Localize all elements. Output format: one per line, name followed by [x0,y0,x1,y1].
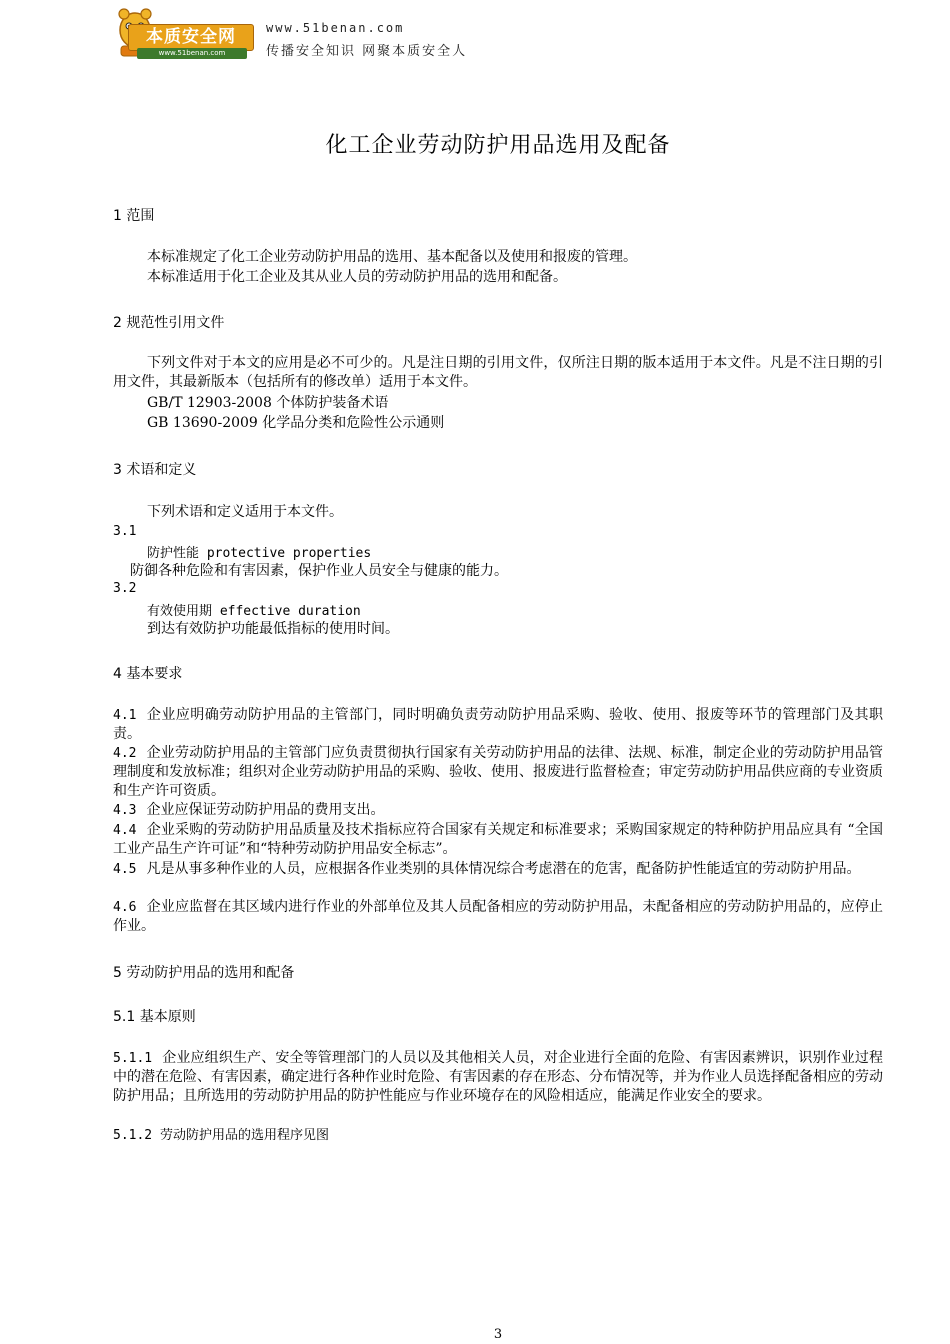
requirement-4-2 [113,744,883,801]
requirement-number: 4.4 [113,823,137,838]
requirement-text: 凡是从事多种作业的人员，应根据各作业类别的具体情况综合考虑潜在的危害，配备防护性能适宜的劳动防护用品。 [146,861,861,877]
reference-2: GB 13690-2009 化学品分类和危险性公示通则 [147,415,445,431]
section-1-heading: 1 范围 [113,208,155,224]
logo-url-text: www.51benan.com [137,48,247,59]
requirement-number: 4.1 [113,708,137,723]
term-1-name: 防护性能 protective properties [147,546,372,561]
page-number: 3 [493,1327,503,1342]
requirement-text: 企业应保证劳动防护用品的费用支出。 [146,802,385,818]
term-2-number: 3.2 [113,581,137,596]
term-2-definition: 到达有效防护功能最低指标的使用时间。 [147,621,399,637]
section-4-heading: 4 基本要求 [113,666,183,682]
requirement-number: 4.2 [113,746,137,761]
requirement-4-6 [113,898,883,936]
clause-number: 5.1.1 [113,1051,153,1066]
term-2-name: 有效使用期 effective duration [147,604,361,619]
document-title: 化工企业劳动防护用品选用及配备 [325,133,671,158]
section-5-heading: 5 劳动防护用品的选用和配备 [113,965,295,981]
requirement-text: 企业应明确劳动防护用品的主管部门，同时明确负责劳动防护用品采购、验收、使用、报废等环节的管理部门及其职责。 [113,707,883,742]
requirement-text: 企业劳动防护用品的主管部门应负责贯彻执行国家有关劳动防护用品的法律、法规、标准，制定企业的劳动防护用品管理制度和发放标准；组织对企业劳动防护用品的采购、验收、使用、报废进行监督检查；审定劳动防护用品供应商的专业资质和生产许可资质。 [113,745,883,799]
clause-5-1-1 [113,1049,883,1106]
site-slogan: 传播安全知识 网聚本质安全人 [266,44,468,59]
logo-text: 本质安全网 [128,24,254,51]
term-1-definition: 防御各种危险和有害因素，保护作业人员安全与健康的能力。 [130,563,508,579]
requirement-text: 企业采购的劳动防护用品质量及技术指标应符合国家有关规定和标准要求；采购国家规定的特种防护用品应具有 “全国工业产品生产许可证”和“特种劳动防护用品安全标志”。 [113,822,883,857]
requirement-4-3 [113,801,883,820]
requirement-number: 4.3 [113,803,137,818]
section-1-paragraph-2: 本标准适用于化工企业及其从业人员的劳动防护用品的选用和配备。 [147,269,567,285]
requirement-text: 企业应监督在其区域内进行作业的外部单位及其人员配备相应的劳动防护用品，未配备相应的劳动防护用品的，应停止作业。 [113,899,883,934]
section-2-paragraph: 下列文件对于本文的应用是必不可少的。凡是注日期的引用文件，仅所注日期的版本适用于本文件。凡是不注日期的引用文件，其最新版本（包括所有的修改单）适用于本文件。 [113,355,883,390]
clause-5-1-2: 5.1.2 劳动防护用品的选用程序见图 [113,1128,329,1143]
site-url[interactable]: www.51benan.com [266,21,405,35]
section-3-heading: 3 术语和定义 [113,462,197,478]
requirement-4-5 [113,860,883,879]
section-3-intro: 下列术语和定义适用于本文件。 [147,504,343,520]
requirement-number: 4.6 [113,900,137,915]
term-1-number: 3.1 [113,524,137,539]
requirement-number: 4.5 [113,862,137,877]
clause-text: 企业应组织生产、安全等管理部门的人员以及其他相关人员，对企业进行全面的危险、有害因素辨识，识别作业过程中的潜在危险、有害因素，确定进行各种作业时危险、有害因素的存在形态、分布情况等，并为作业人员选择配备相应的劳动防护用品；且所选用的劳动防护用品的防护性能应与作业环境存在的风险相适应，能满足作业安全的要求。 [113,1050,883,1104]
section-5-1-heading: 5.1 基本原则 [113,1009,196,1025]
reference-1: GB/T 12903-2008 个体防护装备术语 [147,395,389,411]
requirement-4-1 [113,706,883,744]
section-2-heading: 2 规范性引用文件 [113,315,225,331]
requirement-4-4 [113,821,883,859]
section-1-paragraph-1: 本标准规定了化工企业劳动防护用品的选用、基本配备以及使用和报废的管理。 [147,249,637,265]
